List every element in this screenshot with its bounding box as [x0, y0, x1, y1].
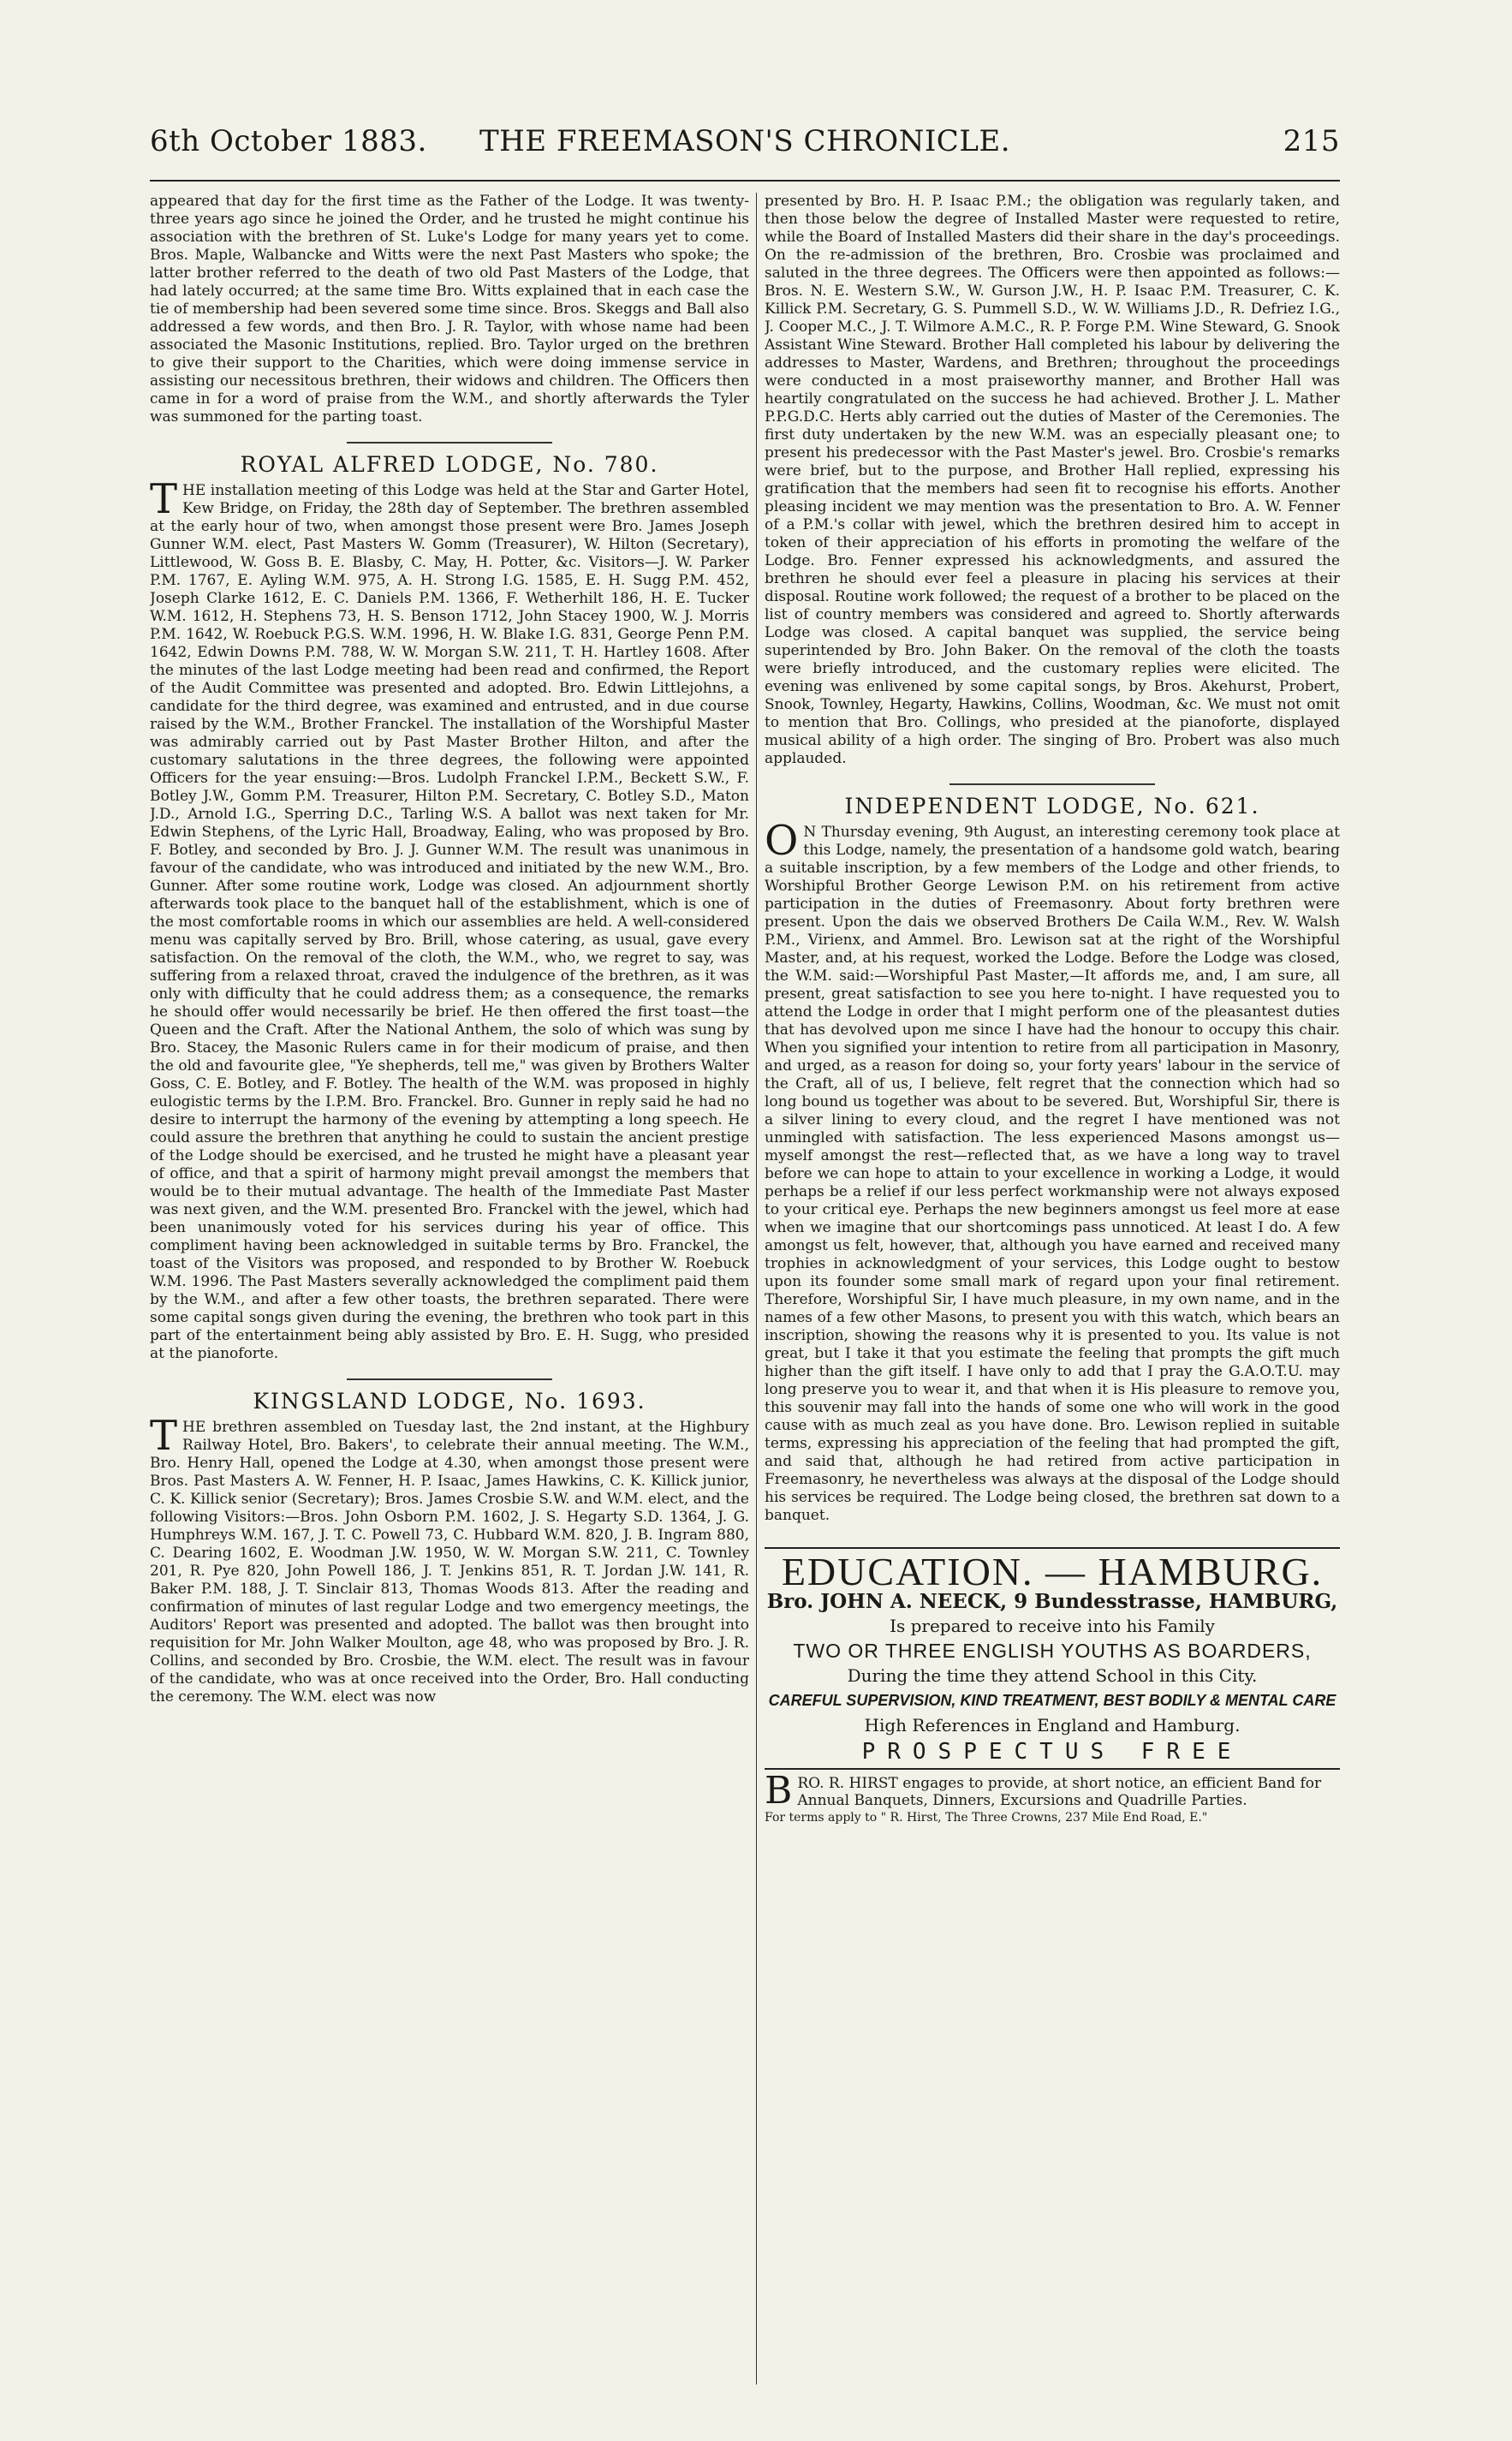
ad-contact: Bro. JOHN A. NEECK, 9 Bundesstrasse, HAMBURG, [766, 1590, 1338, 1613]
page-number: 215 [1283, 124, 1340, 158]
section-separator [347, 1378, 552, 1380]
section-separator [949, 783, 1155, 785]
kingsland-title: KINGSLAND LODGE, No. 1693. [253, 1389, 646, 1414]
ad-rule [765, 1547, 1340, 1549]
ad-line: TWO OR THREE ENGLISH YOUTHS AS BOARDERS, [793, 1640, 1312, 1662]
section-separator [347, 442, 552, 444]
left-column [150, 193, 749, 2393]
education-advertisement [765, 1547, 1340, 1826]
header-rule [150, 180, 1340, 182]
continued-article-text: appeared that day for the first time as the Father of the Lodge. It was twenty-three years ago since he joined the Order, and he trusted he might continue his association with the brethren of St. Luke's Lodge for many years yet to come. Bros. Maple, Walbancke and Witts were the next Past Masters who spoke; the latter brother referred to the death of two old Past Masters of the Lodge, that had lately occurred; at the same time Bro. Witts explained that in each case the tie of membership had been severed some time since. Bros. Skeggs and Ball also addressed a few words, and then Bro. J. R. Taylor, with whose name had been associated the Masonic Institutions, replied. Bro. Taylor urged on the brethren to give their support to the Charities, which were doing immense service in assisting our necessitous brethren, their widows and children. The Officers then came in for a word of praise from the W.M., and shortly afterwards the Tyler was summoned for the parting toast. [150, 193, 749, 426]
right-column [765, 193, 1340, 2393]
hirst-text: RO. R. HIRST engages to provide, at short notice, an efficient Band for Annual Banquets, Dinners, Excursions and Quadrille Parties. [797, 1775, 1322, 1809]
hirst-initial: B [765, 1769, 793, 1813]
royal-alfred-title: ROYAL ALFRED LODGE, No. 780. [240, 452, 659, 477]
kingsland-continued-text: presented by Bro. H. P. Isaac P.M.; the obligation was regularly taken, and then those below the degree of Installed Master were requested to retire, while the Board of Installed Masters did their share in the day's proceedings. On the re-admission of the brethren, Bro. Crosbie was proclaimed and saluted in the three degrees. The Officers were then appointed as follows:—Bros. N. E. Western S.W., W. Gurson J.W., H. P. Isaac P.M. Treasurer, C. K. Killick P.M. Secretary, G. S. Pummell S.D., W. W. Williams J.D., R. Defriez I.G., J. Cooper M.C., J. T. Wilmore A.M.C., R. P. Forge P.M. Wine Steward, G. Snook Assistant Wine Steward. Brother Hall completed his labour by delivering the addresses to Master, Wardens, and Brethren; throughout the proceedings were conducted in a most praiseworthy manner, and Brother Hall was heartily congratulated on the success he had achieved. Brother J. L. Mather P.P.G.D.C. Herts ably carried out the duties of Master of the Ceremonies. The first duty undertaken by the new W.M. was an especially pleasant one; to present his predecessor with the Past Master's jewel. Bro. Crosbie's remarks were brief, but to the purpose, and Brother Hall replied, expressing his gratification that the members had seen fit to recognise his efforts. Another pleasing incident we may mention was the presentation to Bro. A. W. Fenner of a P.M.'s collar with jewel, which the brethren desired him to accept in token of their appreciation of his efforts in promoting the welfare of the Lodge. Bro. Fenner expressed his acknowledgments, and assured the brethren he should ever feel a pleasure in placing his services at their disposal. Routine work followed; the request of a brother to be placed on the list of country members was considered and agreed to. Shortly afterwards Lodge was closed. A capital banquet was supplied, the service being superintended by Bro. John Baker. On the removal of the cloth the toasts were briefly introduced, and the customary replies were elicited. The evening was enlivened by some capital songs, by Bros. Akehurst, Probert, Snook, Townley, Hegarty, Hawkins, Collins, Woodman, &c. We must not omit to mention that Bro. Collings, who presided at the pianoforte, displayed musical ability of a high order. The singing of Bro. Probert was also much applauded. [765, 193, 1340, 767]
independent-text: ON Thursday evening, 9th August, an interesting ceremony took place at this Lodge, namely, the presentation of a handsome gold watch, bearing a suitable inscription, by a few members of the Lodge and other friends, to Worshipful Brother George Lewison P.M. on his retirement from active participation in the duties of Freemasonry. About forty brethren were present. Upon the dais we observed Brothers De Caila W.M., Rev. W. Walsh P.M., Virienx, and Ammel. Bro. Lewison sat at the right of the Worshipful Master, and, at his request, worked the Lodge. Before the Lodge was closed, the W.M. said:—Worshipful Past Master,—It affords me, and, I am sure, all present, great satisfaction to see you here to-night. I have requested you to attend the Lodge in order that I might perform one of the pleasantest duties that has devolved upon me since I have had the honour to occupy this chair. When you signified your intention to retire from all participation in Masonry, and urged, as a reason for doing so, your forty years' labour in the service of the Craft, all of us, I believe, felt regret that the connection which had so long bound us together was about to be severed. But, Worshipful Sir, there is a silver lining to every cloud, and the regret I have mentioned was not unmingled with satisfaction. The less experienced Masons amongst us—myself amongst the rest—reflected that, as we have a long way to travel before we can hope to attain to your excellence in working a Lodge, it would perhaps be a relief if our less perfect workmanship were not always exposed to your critical eye. Perhaps the new beginners amongst us feel more at ease when we imagine that our shortcomings pass unnoticed. At least I do. A few amongst us felt, however, that, although you have earned and received many trophies in acknowledgment of your services, this Lodge ought to bestow upon its founder some small mark of regard upon your final retirement. Therefore, Worshipful Sir, I have much pleasure, in my own name, and in the names of a few other Masons, to present you with this watch, which bears an inscription, showing the reasons why it is presented to you. Its value is not great, but I take it that you estimate the feeling that prompts the gift much higher than the gift itself. I have only to add that I pray the G.A.O.T.U. may long preserve you to wear it, and that when it is His pleasure to remove you, this souvenir may fall into the hands of some one who will work in the good cause with as much zeal as you have done. Bro. Lewison replied in suitable terms, expressing his appreciation of the feeling that had prompted the gift, and said that, although he had retired from active participation in Freemasonry, he nevertheless was always at the disposal of the Lodge should his services be required. The Lodge being closed, the brethren sat down to a banquet. [765, 817, 1340, 1524]
column-divider [756, 193, 757, 2384]
kingsland-text: THE brethren assembled on Tuesday last, the 2nd instant, at the Highbury Railway Hotel, Bro. Bakers', to celebrate their annual meeting. The W.M., Bro. Henry Hall, opened the Lodge at 4.30, when amongst those present were Bros. Past Masters A. W. Fenner, H. P. Isaac, James Hawkins, C. K. Killick junior, C. K. Killick senior (Secretary); Bros. James Crosbie S.W. and W.M. elect, and the following Visitors:—Bros. John Osborn P.M. 1602, J. S. Hegarty S.D. 1364, J. G. Humphreys W.M. 167, J. T. C. Powell 73, C. Hubbard W.M. 820, J. B. Ingram 880, C. Dearing 1602, E. Woodman J.W. 1950, W. W. Morgan S.W. 211, C. Townley 201, R. Pye 820, John Powell 186, J. T. Jenkins 851, R. T. Jordan J.W. 141, R. Baker P.M. 188, J. T. Sinclair 813, Thomas Woods 813. After the reading and confirmation of minutes of last regular Lodge and two emergency meetings, the Auditors' Report was presented and adopted. The ballot was then brought into requisition for Mr. John Walker Moulton, age 48, who was proposed by Bro. J. R. Collins, and seconded by Bro. Crosbie, the W.M. elect. The result was in favour of the candidate, who was at once received into the Order, Bro. Hall conducting the ceremony. The W.M. elect was now [150, 1412, 749, 1706]
independent-title: INDEPENDENT LODGE, No. 621. [844, 794, 1260, 819]
ad-line: CAREFUL SUPERVISION, KIND TREATMENT, BEST BODILY & MENTAL CARE [768, 1692, 1336, 1709]
issue-date: 6th October 1883. [150, 124, 427, 158]
masthead-title: THE FREEMASON'S CHRONICLE. [479, 124, 1011, 158]
royal-alfred-text: THE installation meeting of this Lodge was held at the Star and Garter Hotel, Kew Bridge, on Friday, the 28th day of September. The brethren assembled at the early hour of two, when amongst those present were Bro. James Joseph Gunner W.M. elect, Past Masters W. Gomm (Treasurer), W. Hilton (Secretary), Littlewood, W. Goss B. E. Blasby, C. May, H. Potter, &c. Visitors—J. W. Parker P.M. 1767, E. Ayling W.M. 975, A. H. Strong I.G. 1585, E. H. Sugg P.M. 452, Joseph Clarke 1612, E. C. Daniels P.M. 1366, F. Wetherhilt 186, H. E. Tucker W.M. 1612, H. Stephens 73, H. S. Benson 1712, John Stacey 1900, W. J. Morris P.M. 1642, W. Roebuck P.G.S. W.M. 1996, H. W. Blake I.G. 831, George Penn P.M. 1642, Edwin Downs P.M. 788, W. W. Morgan S.W. 211, T. H. Hartley 1608. After the minutes of the last Lodge meeting had been read and confirmed, the Report of the Audit Committee was presented and adopted. Bro. Edwin Littlejohns, a candidate for the third degree, was examined and entrusted, and in due course raised by the W.M., Brother Franckel. The installation of the Worshipful Master was admirably carried out by Past Master Brother Hilton, and after the customary salutations in the three degrees, the following were appointed Officers for the year ensuing:—Bros. Ludolph Franckel I.P.M., Beckett S.W., F. Botley J.W., Gomm P.M. Treasurer, Hilton P.M. Secretary, C. Botley S.D., Maton J.D., Arnold I.G., Sperring D.C., Tarling W.S. A ballot was next taken for Mr. Edwin Stephens, of the Lyric Hall, Broadway, Ealing, who was proposed by Bro. F. Botley, and seconded by Bro. J. J. Gunner W.M. The result was unanimous in favour of the candidate, who was introduced and initiated by the new W.M., Bro. Gunner. After some routine work, Lodge was closed. An adjournment shortly afterwards took place to the banquet hall of the establishment, which is one of the most comfortable rooms in which our assemblies are held. A well-considered menu was capitally served by Bro. Brill, whose catering, as usual, gave every satisfaction. On the removal of the cloth, the W.M., who, we regret to say, was suffering from a relaxed throat, craved the indulgence of the brethren, as it was only with difficulty that he could address them; as a consequence, the remarks he should offer would necessarily be brief. He then offered the first toast—the Queen and the Craft. After the National Anthem, the solo of which was sung by Bro. Stacey, the Masonic Rulers came in for their modicum of praise, and then the old and favourite glee, "Ye shepherds, tell me," was given by Brothers Walter Goss, C. E. Botley, and F. Botley. The health of the W.M. was proposed in highly eulogistic terms by the I.P.M. Bro. Franckel. Bro. Gunner in reply said he had no desire to interrupt the harmony of the evening by attempting a long speech. He could assure the brethren that anything he could to sustain the ancient prestige of the Lodge should be exercised, and he trusted he might have a pleasant year of office, and that a spirit of harmony might prevail amongst the members that would be to their mutual advantage. The health of the Immediate Past Master was next given, and the W.M. presented Bro. Franckel with the jewel, which had been unanimously voted for his services during his year of office. This compliment having been acknowledged in suitable terms by Bro. Franckel, the toast of the Visitors was proposed, and responded to by Brother W. Roebuck W.M. 1996. The Past Masters severally acknowledged the compliment paid them by the W.M., and after a few other toasts, the brethren separated. There were some capital songs given during the evening, the brethren who took part in this part of the entertainment being ably assisted by Bro. E. H. Sugg, who presided at the pianoforte. [150, 475, 749, 1362]
ad-line: Is prepared to receive into his Family [890, 1616, 1215, 1636]
hirst-terms: For terms apply to " R. Hirst, The Three Crowns, 237 Mile End Road, E." [765, 1811, 1208, 1825]
ad-line: During the time they attend School in this City. [847, 1665, 1258, 1686]
ad-title: EDUCATION. — HAMBURG. [781, 1550, 1324, 1593]
hirst-advertisement [765, 1769, 1340, 1826]
page-header [150, 124, 1340, 176]
ad-line: High References in England and Hamburg. [864, 1715, 1241, 1735]
ad-prospectus: PROSPECTUS FREE [861, 1739, 1243, 1765]
ad-rule [765, 1768, 1340, 1770]
